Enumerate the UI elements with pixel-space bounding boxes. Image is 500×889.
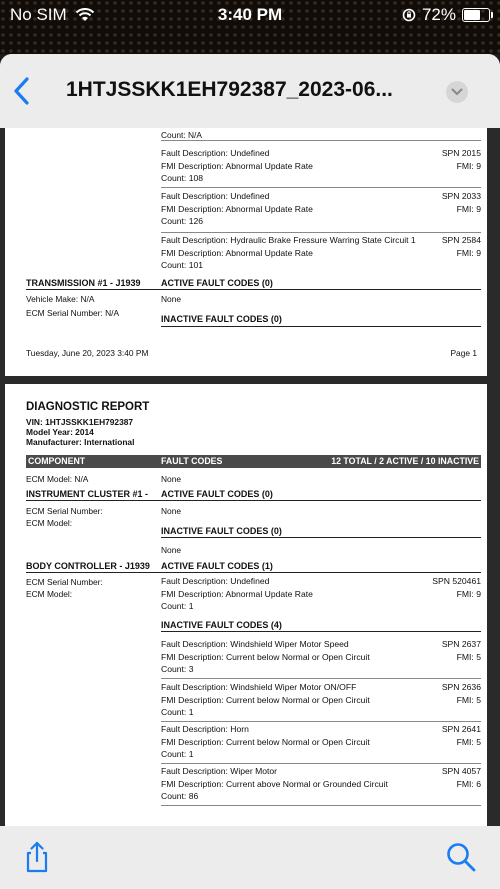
back-chevron-icon[interactable] [10, 74, 34, 108]
spn-code: SPN 520461 [432, 576, 481, 586]
chevron-down-icon [451, 88, 463, 96]
section-heading: INSTRUMENT CLUSTER #1 - [26, 489, 149, 499]
fault-entry [161, 681, 481, 719]
pdf-page-2 [5, 384, 487, 826]
active-fault-heading: ACTIVE FAULT CODES (1) [161, 561, 273, 571]
divider [161, 678, 481, 679]
section-rule [26, 289, 481, 290]
fault-count: Count: 3 [161, 664, 194, 674]
none-label: None [161, 545, 182, 555]
column-fault-codes: FAULT CODES [161, 456, 223, 466]
fault-description: Fault Description: Undefined [161, 191, 270, 201]
fmi-description: FMI Description: Current below Normal or Open Circuit [161, 736, 370, 747]
none-label: None [161, 506, 182, 516]
ecm-serial: ECM Serial Number: [26, 506, 103, 516]
fault-entry [161, 147, 481, 185]
title-menu-button[interactable] [446, 81, 468, 103]
fault-description: Fault Description: Hydraulic Brake Fressure Warring State Circuit 1 [161, 235, 416, 245]
pdf-page-1 [5, 128, 487, 376]
model-year: Model Year: 2014 [26, 427, 94, 437]
section-rule [161, 631, 481, 632]
footer-date: Tuesday, June 20, 2023 3:40 PM [26, 348, 149, 358]
fmi-code: FMI: 9 [456, 160, 481, 171]
status-time: 3:40 PM [217, 5, 283, 24]
orientation-lock-icon [402, 8, 416, 22]
ecm-model: ECM Model: N/A [26, 474, 89, 484]
fault-totals: 12 TOTAL / 2 ACTIVE / 10 INACTIVE [331, 456, 479, 466]
fmi-description: FMI Description: Current below Normal or Open Circuit [161, 694, 370, 705]
fault-count: Count: 1 [161, 707, 194, 717]
share-icon[interactable] [20, 840, 54, 874]
fault-description: Fault Description: Wiper Motor [161, 766, 278, 776]
spn-code: SPN 2584 [441, 235, 481, 245]
spn-code: SPN 4057 [441, 766, 481, 776]
fault-count: Count: 86 [161, 791, 199, 801]
bottom-toolbar [0, 826, 500, 889]
vehicle-info [26, 417, 134, 447]
section-heading: BODY CONTROLLER - J1939 [26, 561, 150, 571]
section-rule [161, 326, 481, 327]
inactive-fault-heading: INACTIVE FAULT CODES (0) [161, 526, 282, 536]
spn-code: SPN 2641 [441, 724, 481, 734]
inactive-fault-heading: INACTIVE FAULT CODES (4) [161, 620, 282, 630]
vin: VIN: 1HTJSSKK1EH792387 [26, 417, 134, 427]
active-fault-heading: ACTIVE FAULT CODES (0) [161, 489, 273, 499]
fault-count: Count: 101 [161, 260, 204, 270]
ecm-serial: ECM Serial Number: N/A [26, 308, 120, 318]
ecm-serial: ECM Serial Number: [26, 577, 103, 587]
fmi-code: FMI: 5 [456, 694, 481, 705]
fault-count: Count: 1 [161, 749, 194, 759]
fmi-code: FMI: 9 [456, 247, 481, 258]
footer-page: Page 1 [450, 348, 477, 358]
divider [161, 721, 481, 722]
document-sheet [0, 54, 500, 889]
fmi-description: FMI Description: Abnormal Update Rate [161, 203, 313, 214]
section-heading: TRANSMISSION #1 - J1939 [26, 278, 141, 288]
fault-entry [161, 723, 481, 761]
fault-description: Fault Description: Windshield Wiper Motor ON/OFF [161, 682, 357, 692]
fmi-code: FMI: 6 [456, 778, 481, 789]
section-rule [26, 572, 481, 573]
fmi-code: FMI: 9 [456, 588, 481, 599]
section-rule [161, 537, 481, 538]
fault-description: Fault Description: Undefined [161, 148, 270, 158]
search-icon[interactable] [444, 840, 478, 874]
fault-entry [161, 765, 481, 803]
active-fault-heading: ACTIVE FAULT CODES (0) [161, 278, 273, 288]
spn-code: SPN 2015 [441, 148, 481, 158]
status-bar [0, 0, 500, 54]
vehicle-make: Vehicle Make: N/A [26, 294, 95, 304]
fmi-description: FMI Description: Abnormal Update Rate [161, 160, 313, 171]
section-rule [26, 500, 481, 501]
divider [161, 805, 481, 806]
spn-code: SPN 2636 [441, 682, 481, 692]
fault-description: Fault Description: Windshield Wiper Motor Speed [161, 639, 349, 649]
carrier-label: No SIM [10, 5, 67, 24]
fault-entry [161, 234, 481, 272]
manufacturer: Manufacturer: International [26, 437, 135, 447]
column-component: COMPONENT [28, 456, 86, 466]
fmi-description: FMI Description: Current below Normal or Open Circuit [161, 651, 370, 662]
fault-entry [161, 575, 481, 613]
fault-count: Count: 1 [161, 601, 194, 611]
fault-count: Count: 126 [161, 216, 204, 226]
ecm-model: ECM Model: [26, 589, 73, 599]
divider [161, 187, 481, 188]
fmi-code: FMI: 9 [456, 203, 481, 214]
divider [161, 763, 481, 764]
status-right [402, 5, 490, 25]
count-top: Count: N/A [161, 130, 202, 140]
spn-code: SPN 2637 [441, 639, 481, 649]
none-label: None [161, 474, 182, 484]
fmi-code: FMI: 5 [456, 736, 481, 747]
inactive-fault-heading: INACTIVE FAULT CODES (0) [161, 314, 282, 324]
fault-description: Fault Description: Undefined [161, 576, 270, 586]
fmi-code: FMI: 5 [456, 651, 481, 662]
fault-count: Count: 108 [161, 173, 204, 183]
fmi-description: FMI Description: Current above Normal or Grounded Circuit [161, 778, 388, 789]
report-title: DIAGNOSTIC REPORT [26, 401, 150, 413]
fmi-description: FMI Description: Abnormal Update Rate [161, 247, 313, 258]
fmi-description: FMI Description: Abnormal Update Rate [161, 588, 313, 599]
spn-code: SPN 2033 [441, 191, 481, 201]
navigation-bar [0, 54, 500, 128]
none-label: None [161, 294, 182, 304]
battery-icon [462, 8, 490, 22]
pdf-viewer[interactable] [0, 128, 500, 826]
battery-fill [464, 10, 480, 20]
table-header [26, 455, 481, 468]
fault-entry [161, 638, 481, 676]
ecm-model: ECM Model: [26, 518, 73, 528]
divider [161, 232, 481, 233]
fault-entry [161, 190, 481, 228]
document-title: 1HTJSSKK1EH792387_2023-06... [66, 78, 393, 101]
fault-description: Fault Description: Horn [161, 724, 249, 734]
battery-percent: 72% [421, 5, 456, 24]
divider [161, 140, 481, 141]
